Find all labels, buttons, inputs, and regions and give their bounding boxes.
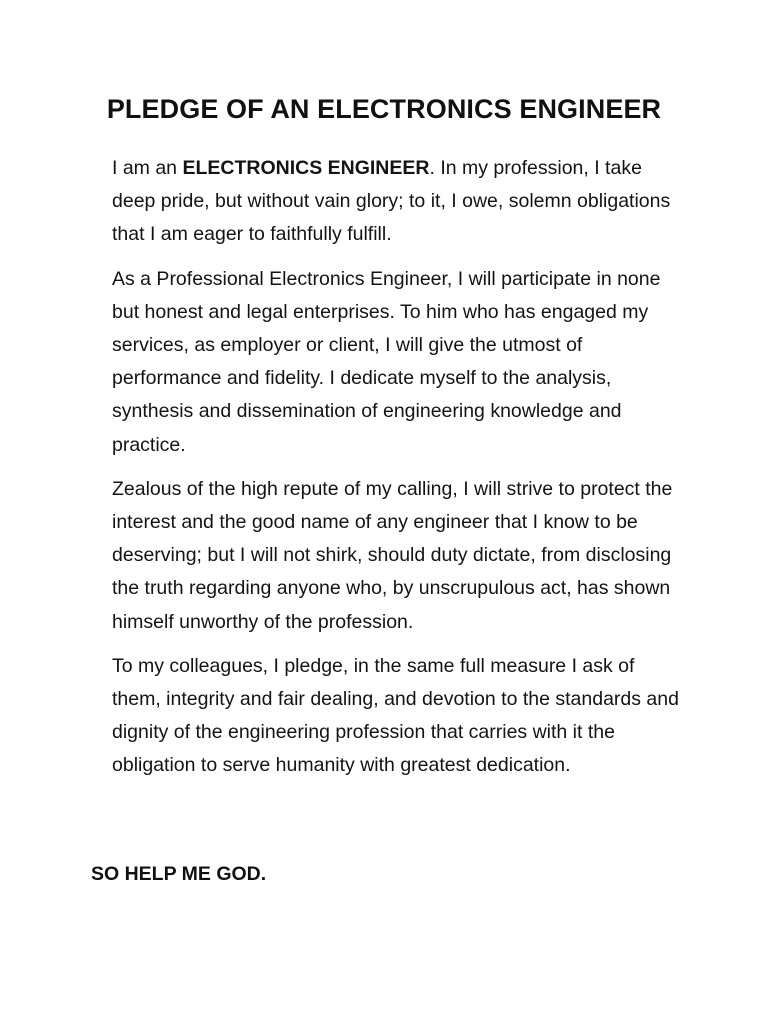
paragraph-3: Zealous of the high repute of my calling, I will strive to protect the interest and the good name of any engineer that I know to be deserving; but I will not shirk, should duty dictate, from disclosing the truth regarding anyone who, by unscrupulous act, has shown himself unworthy of the profession. (112, 477, 673, 633)
paragraph-1-intro: I am an (112, 157, 183, 179)
paragraph-1 (112, 152, 682, 252)
paragraph-4: To my colleagues, I pledge, in the same full measure I ask of them, integrity and fair dealing, and devotion to the standards and dignity of the engineering profession that carries with it the obligation to serve humanity with greatest dedication. (112, 654, 679, 777)
closing-line: SO HELP ME GOD. (91, 863, 267, 885)
pledge-body (112, 152, 682, 794)
document-title: PLEDGE OF AN ELECTRONICS ENGINEER (106, 94, 662, 124)
paragraph-2: As a Professional Electronics Engineer, I will participate in none but honest and legal enterprises. To him who has engaged my services, as employer or client, I will give the utmost of performance and fidelity. I dedicate myself to the analysis, synthesis and dissemination of engineering knowledge and practice. (112, 267, 661, 456)
paragraph-1-emphasis: ELECTRONICS ENGINEER (182, 157, 430, 179)
paragraph-1-rest: . In my profession, I take deep pride, but without vain glory; to it, I owe, solemn obligations that I am eager to faithfully fulfill. (112, 157, 671, 246)
